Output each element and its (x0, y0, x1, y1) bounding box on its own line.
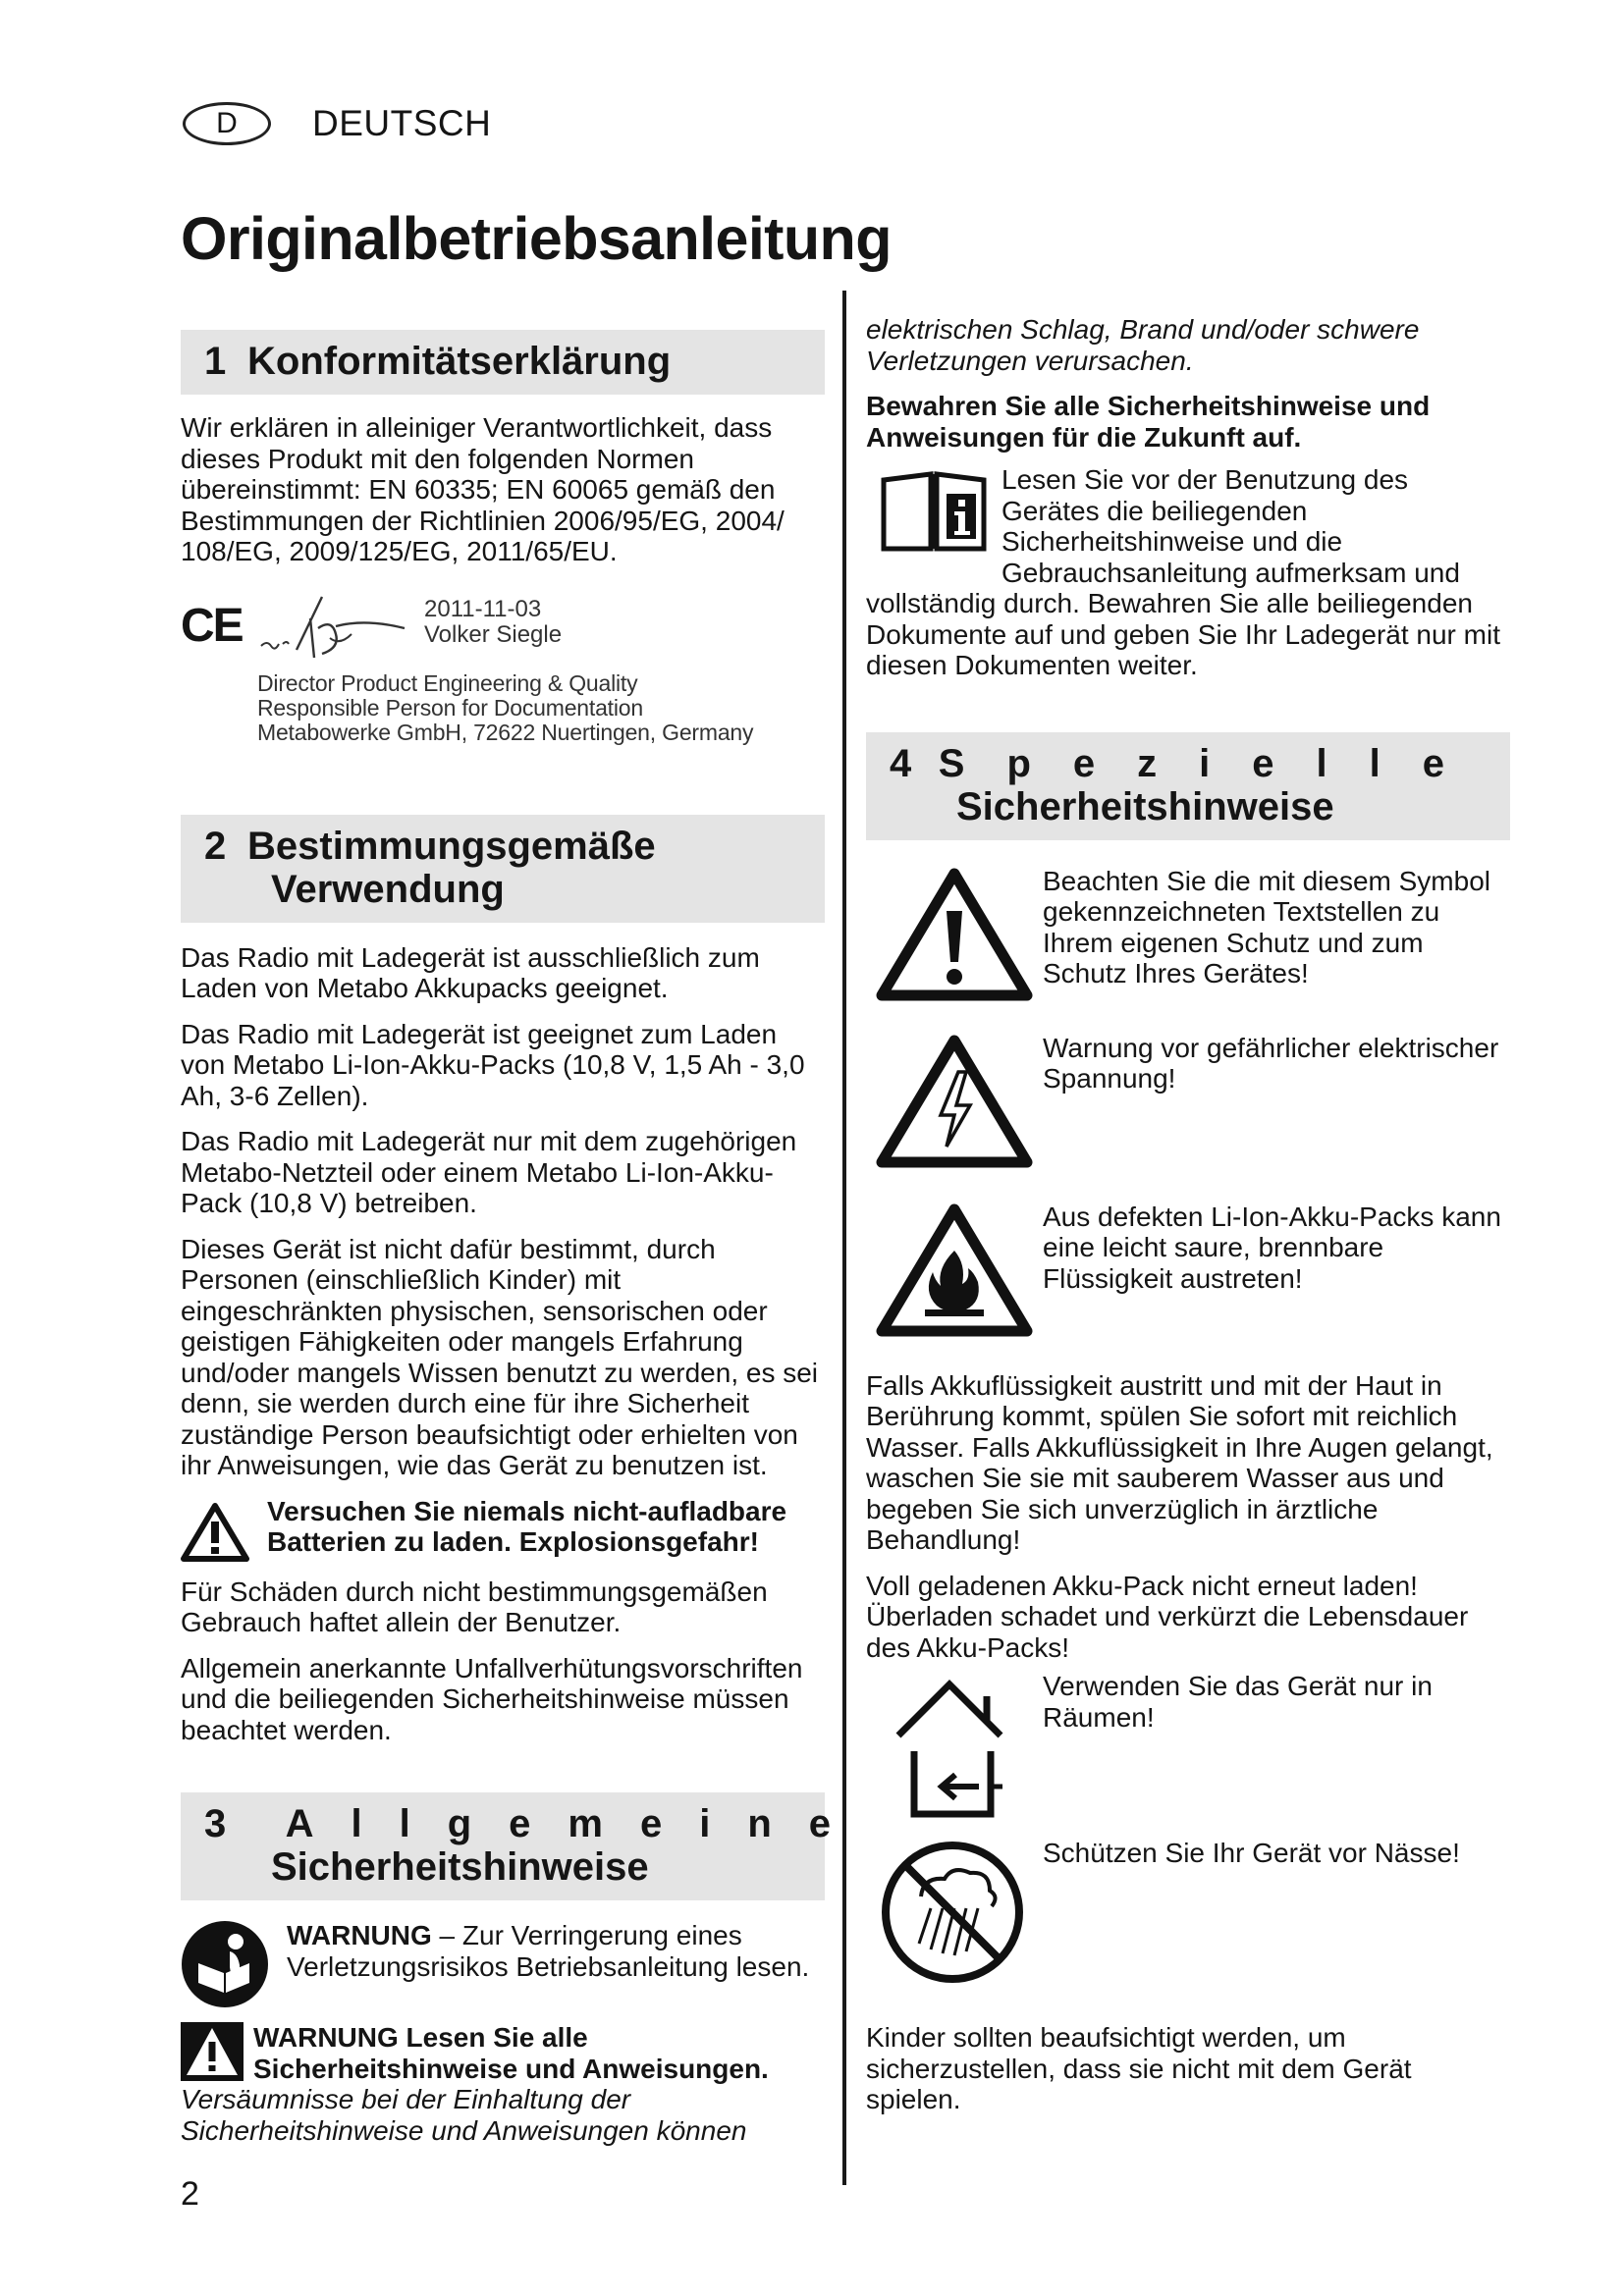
flammable-icon (866, 1201, 1043, 1339)
section-2-number: 2 (204, 824, 227, 868)
language-label: DEUTSCH (312, 103, 492, 143)
high-voltage-icon (866, 1033, 1043, 1170)
left-column (181, 330, 868, 2146)
section-3-heading (181, 1792, 868, 1900)
symbol-electric-text: Warnung vor gefährlicher elektrischer Spannung! (1043, 1032, 1499, 1094)
language-header (183, 102, 491, 145)
section-4-paragraph-3: Kinder sollten beaufsichtigt werden, um sicherzustellen, dass sie nicht mit dem Gerät spielen. (866, 2022, 1412, 2114)
signatory-role: Director Product Engineering & Quality (257, 669, 638, 696)
section-4-number: 4 (890, 741, 912, 785)
section-3-warning-manual-body: – Zur Verringerung eines Verletzungsrisikos Betriebsanleitung lesen. (287, 1920, 810, 1982)
section-3-warning-consequence-continued: elektrischen Schlag, Brand und/oder schwere Verletzungen verursachen. (866, 314, 1420, 376)
section-2-paragraph-6: Allgemein anerkannte Unfallverhütungsvorschriften und die beiliegenden Sicherheitshinweise müssen beachtet werden. (181, 1652, 803, 1745)
symbol-row-flammable (866, 1201, 1510, 1370)
symbol-row-electric (866, 1033, 1510, 1201)
section-3-warning-consequence: Versäumnisse bei der Einhaltung der Sicherheitshinweise und Anweisungen können (181, 2084, 747, 2146)
section-1-number: 1 (204, 340, 227, 383)
section-3-title-line2: Sicherheitshinweise (271, 1845, 649, 1889)
section-3-warning-manual (181, 1920, 825, 2008)
section-4-paragraph-2: Voll geladenen Akku-Pack nicht erneut laden! Überladen schadet und verkürzt die Lebensdauer des Akku-Packs! (866, 1570, 1469, 1663)
section-4-title-line2: Sicherheitshinweise (956, 784, 1334, 828)
symbol-flammable-text: Aus defekten Li-Ion-Akku-Packs kann eine leicht saure, brennbare Flüssigkeit austreten! (1043, 1201, 1501, 1294)
signature-date: 2011-11-03 (424, 595, 542, 622)
ce-mark-logo: CE (181, 599, 243, 652)
section-3-warning-read-all-text: WARNUNG Lesen Sie alle Sicherheitshinweise und Anweisungen. (253, 2022, 769, 2084)
section-4-title-line1: Spezielle (938, 741, 1487, 785)
signatory-details (257, 671, 753, 745)
section-1-title: Konformitätserklärung (247, 340, 672, 383)
signature-date-name (424, 597, 562, 648)
warning-square-icon (181, 2022, 244, 2081)
section-1-body: Wir erklären in alleiniger Verantwortlichkeit, dass dieses Produkt mit den folgenden Normen übereinstimmt: EN 60335; EN 60065 gemäß den Bestimmungen der Richtlinien 2006/95/EG, 2004/ 108/EG, 2009/125/EG, 2011/65/EU. (181, 412, 785, 566)
section-2-warning (181, 1496, 825, 1563)
section-2-warning-text: Versuchen Sie niemals nicht-aufladbare Batterien zu laden. Explosionsgefahr! (267, 1495, 787, 1557)
indoor-use-icon (866, 1671, 1043, 1828)
section-3-keep-instructions: Bewahren Sie alle Sicherheitshinweise und Anweisungen für die Zukunft auf. (866, 391, 1431, 453)
section-2-paragraph-1: Das Radio mit Ladegerät ist ausschließlich zum Laden von Metabo Akkupacks geeignet. (181, 941, 760, 1003)
section-2-paragraph-2: Das Radio mit Ladegerät ist geeignet zum Laden von Metabo Li-Ion-Akku-Packs (10,8 V, 1,5 Ah - 3,0 Ah, 3-6 Zellen). (181, 1018, 805, 1111)
no-moisture-icon (866, 1836, 1043, 1993)
section-3-title-line1: Allgemeine (285, 1802, 868, 1845)
handwritten-signature (253, 589, 420, 667)
symbol-row-moisture (866, 1836, 1510, 2018)
section-2-paragraph-3: Das Radio mit Ladegerät nur mit dem zugehörigen Metabo-Netzteil oder einem Metabo Li-Ion-Akku-Pack (10,8 V) betreiben. (181, 1126, 797, 1218)
section-3-info-text: Lesen Sie vor der Benutzung des Gerätes die beiliegenden Sicherheitshinweise und die Gebrauchsanleitung aufmerksam und vollständig durch. Bewahren Sie alle beiliegenden Dokumente auf und geben Sie Ihr Ladegerät nur mit diesen Dokumenten weiter. (866, 464, 1500, 680)
section-3-warning-read-all (181, 2022, 825, 2146)
symbol-indoor-text: Verwenden Sie das Gerät nur in Räumen! (1043, 1671, 1433, 1733)
read-manual-icon (181, 1920, 269, 2008)
section-1-heading (181, 330, 825, 395)
section-3-number: 3 (204, 1802, 227, 1845)
section-3-warning-manual-text (287, 1920, 825, 1982)
signatory-company: Metabowerke GmbH, 72622 Nuertingen, Germany (257, 719, 754, 745)
right-column (866, 314, 1510, 2130)
section-2-heading (181, 815, 825, 923)
signatory-responsibility: Responsible Person for Documentation (257, 694, 643, 721)
warning-triangle-icon (181, 1502, 249, 1563)
symbol-row-indoor (866, 1671, 1510, 1836)
column-divider (842, 291, 846, 2185)
info-book-icon (880, 470, 988, 555)
section-4-paragraph-1: Falls Akkuflüssigkeit austritt und mit der Haut in Berührung kommt, spülen Sie sofort mit reichlich Wasser. Falls Akkuflüssigkeit in Ihre Augen gelangt, waschen Sie sie mit sauberem Wasser aus und begeben Sie sich unverzüglich in ärztliche Behandlung! (866, 1369, 1493, 1555)
section-2-title-line1: Bestimmungsgemäße (247, 824, 656, 868)
section-2-paragraph-5: Für Schäden durch nicht bestimmungsgemäßen Gebrauch haftet allein der Benutzer. (181, 1575, 768, 1637)
document-title: Originalbetriebsanleitung (181, 205, 892, 272)
symbol-general-warning-text: Beachten Sie die mit diesem Symbol gekennzeichneten Textstellen zu Ihrem eigenen Schutz und zum Schutz Ihres Gerätes! (1043, 865, 1490, 988)
section-3-warning-label: WARNUNG (287, 1920, 432, 1950)
conformity-signature-block (181, 589, 825, 766)
section-2-paragraph-4: Dieses Gerät ist nicht dafür bestimmt, durch Personen (einschließlich Kinder) mit eingeschränkten physischen, sensorischen oder geistigen Fähigkeiten oder mangels Erfahrung und/oder mangels Wissen benutzt zu werden, es sei denn, sie werden durch eine für ihre Sicherheit zuständige Person beaufsichtigt oder erhielten von ihr Anweisungen, wie das Gerät zu benutzen ist. (181, 1233, 819, 1480)
section-3-info-block (866, 464, 1510, 681)
signatory-name: Volker Siegle (424, 620, 563, 648)
warning-exclamation-icon (866, 866, 1043, 1003)
section-2-title-line2: Verwendung (271, 867, 505, 911)
page-number: 2 (181, 2175, 199, 2213)
symbol-moisture-text: Schützen Sie Ihr Gerät vor Nässe! (1043, 1838, 1460, 1868)
section-4-heading (866, 732, 1510, 840)
language-code-badge: D (183, 102, 271, 145)
symbol-row-general-warning (866, 866, 1510, 1033)
